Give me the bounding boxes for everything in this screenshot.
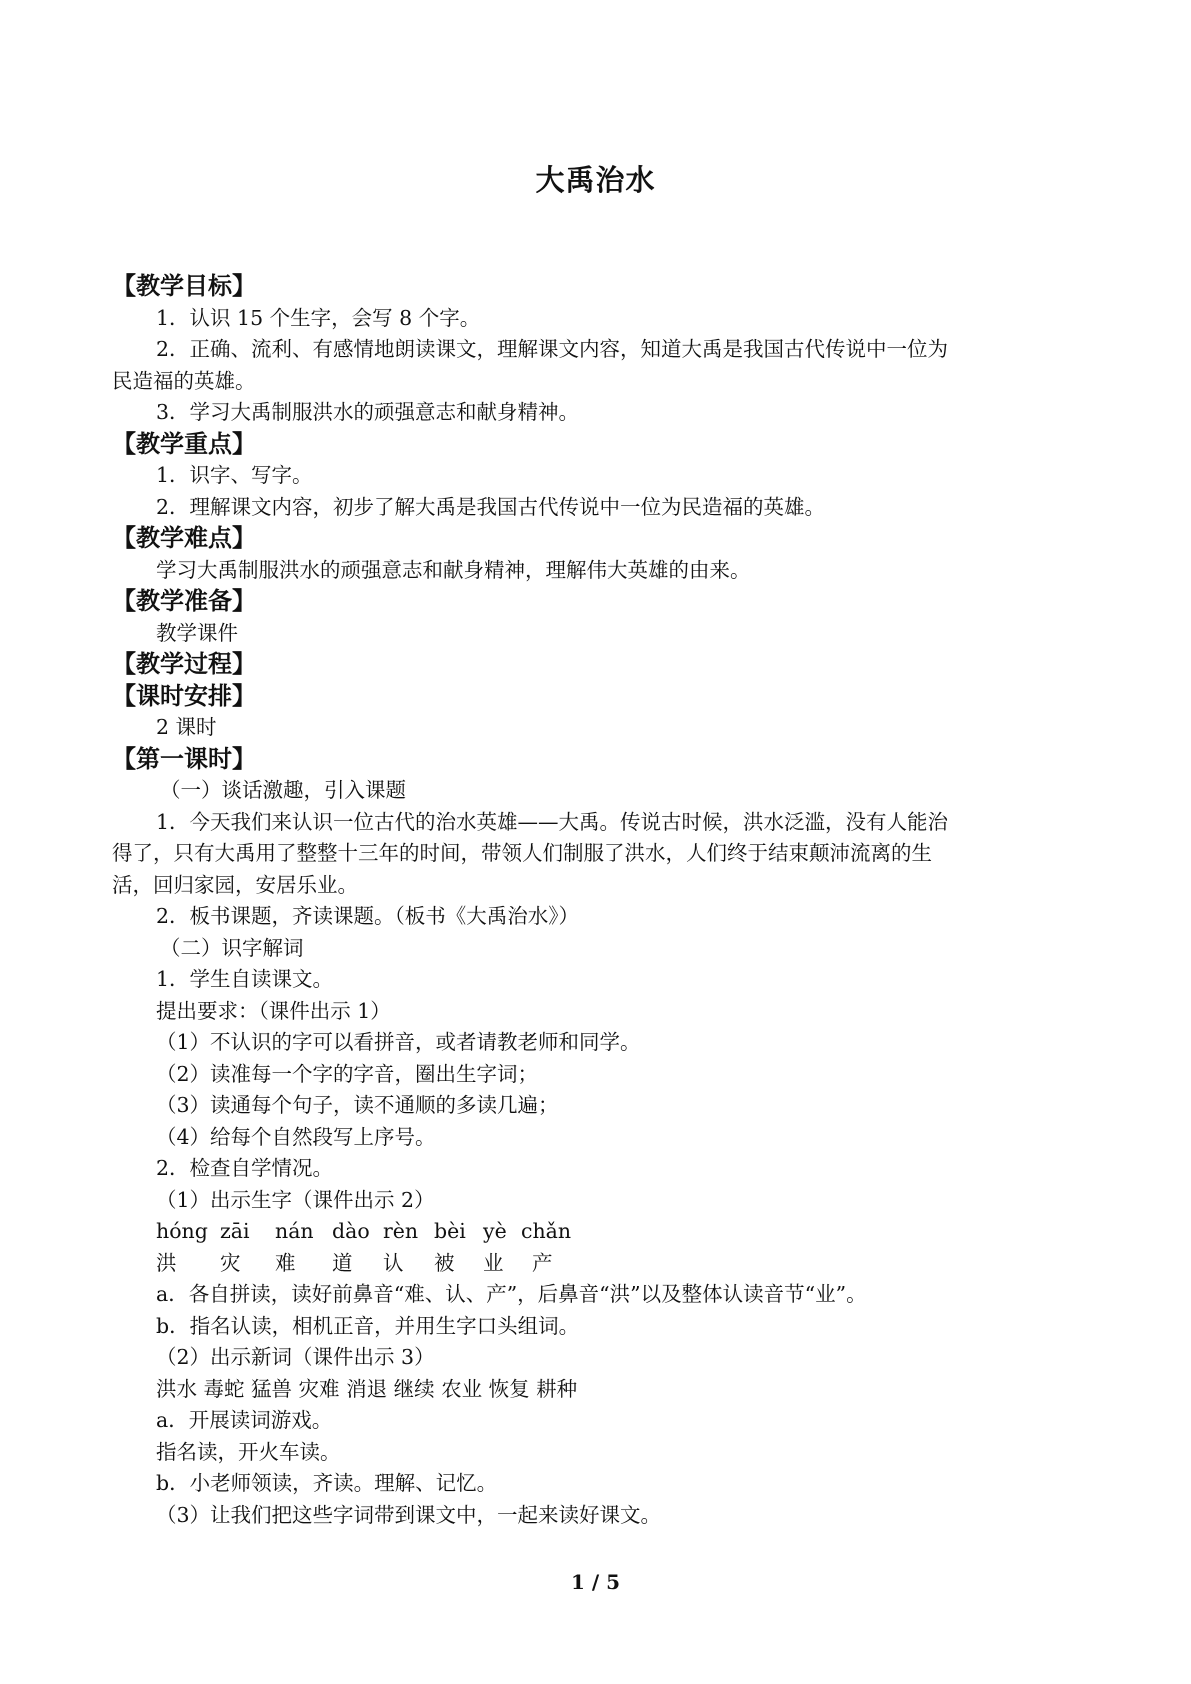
hanzi-character: 被 (434, 1250, 455, 1275)
difficulty-item: 学习大禹制服洪水的顽强意志和献身精神，理解伟大英雄的由来。 (156, 557, 751, 582)
sub-step-item: （2）出示新词（课件出示 3） (156, 1345, 435, 1369)
activity-item: b．指名认读，相机正音，并用生字口头组词。 (156, 1313, 580, 1338)
pinyin-syllable: hóng (156, 1219, 208, 1243)
vocabulary-list: 洪水 毒蛇 猛兽 灾难 消退 继续 农业 恢复 耕种 (156, 1376, 578, 1401)
goal-item: 2．正确、流利、有感情地朗读课文，理解课文内容，知道大禹是我国古代传说中一位为 (156, 337, 949, 361)
part-title: （二）识字解词 (160, 935, 304, 960)
hanzi-character: 业 (483, 1250, 504, 1275)
paragraph-continued: 得了，只有大禹用了整整十三年的时间，带领人们制服了洪水，人们终于结束颠沛流离的生 (112, 841, 932, 865)
paragraph: 1．今天我们来认识一位古代的治水英雄——大禹。传说古时候，洪水泛滥，没有人能治 (156, 809, 949, 834)
pinyin-syllable: yè (483, 1219, 507, 1243)
hanzi-character: 道 (332, 1250, 353, 1275)
hanzi-character: 产 (532, 1250, 553, 1275)
hanzi-character: 难 (275, 1250, 296, 1275)
section-heading-goals: 【教学目标】 (112, 272, 256, 300)
key-point-item: 1．识字、写字。 (156, 463, 313, 487)
goal-item: 1．认识 15 个生字，会写 8 个字。 (156, 305, 481, 330)
lesson-plan-body (112, 271, 1092, 1531)
preparation-item: 教学课件 (156, 620, 238, 645)
step-item: 2．检查自学情况。 (156, 1156, 334, 1180)
pinyin-syllable: dào (332, 1219, 370, 1243)
section-heading-difficulty: 【教学难点】 (112, 524, 256, 552)
paragraph: 2．板书课题，齐读课题。（板书《大禹治水》） (156, 904, 580, 928)
requirement-item: （1）不认识的字可以看拼音，或者请教老师和同学。 (156, 1030, 641, 1054)
pinyin-syllable: nán (275, 1219, 314, 1243)
section-heading-preparation: 【教学准备】 (112, 587, 256, 615)
schedule-item: 2 课时 (156, 715, 217, 739)
section-heading-key-points: 【教学重点】 (112, 429, 256, 458)
hanzi-character: 认 (383, 1250, 404, 1275)
section-heading-process: 【教学过程】 (112, 650, 256, 678)
requirement-item: （4）给每个自然段写上序号。 (156, 1124, 436, 1149)
pinyin-syllable: chǎn (521, 1219, 572, 1243)
step-item: 1．学生自读课文。 (156, 967, 334, 991)
hanzi-character: 灾 (220, 1250, 241, 1275)
activity-item: b．小老师领读，齐读。理解、记忆。 (156, 1471, 498, 1495)
step-item: 提出要求：（课件出示 1） (156, 998, 391, 1023)
goal-item: 3．学习大禹制服洪水的顽强意志和献身精神。 (156, 400, 580, 424)
requirement-item: （2）读准每一个字的字音，圈出生字词； (156, 1061, 539, 1086)
goal-item-continued: 民造福的英雄。 (112, 368, 256, 393)
pinyin-syllable: zāi (220, 1219, 250, 1243)
requirement-item: （3）读通每个句子，读不通顺的多读几遍； (156, 1093, 559, 1117)
activity-item: a．各自拼读，读好前鼻音“难、认、产”，后鼻音“洪”以及整体认读音节“业”。 (156, 1282, 867, 1306)
page-number: 1 / 5 (570, 1570, 621, 1594)
hanzi-character: 洪 (156, 1250, 177, 1275)
sub-step-item: （3）让我们把这些字词带到课文中，一起来读好课文。 (156, 1502, 662, 1527)
activity-item: 指名读，开火车读。 (156, 1439, 341, 1464)
pinyin-syllable: rèn (383, 1219, 419, 1243)
activity-item: a．开展读词游戏。 (156, 1408, 333, 1432)
hanzi-row (112, 1248, 1092, 1280)
part-title: （一）谈话激趣，引入课题 (160, 778, 406, 802)
sub-step-item: （1）出示生字（课件出示 2） (156, 1187, 435, 1212)
paragraph-continued: 活，回归家园，安居乐业。 (112, 872, 358, 897)
section-heading-lesson-1: 【第一课时】 (112, 744, 256, 773)
pinyin-row (112, 1216, 1092, 1248)
page-title: 大禹治水 (535, 163, 656, 197)
pinyin-syllable: bèi (434, 1219, 466, 1243)
key-point-item: 2．理解课文内容，初步了解大禹是我国古代传说中一位为民造福的英雄。 (156, 494, 826, 519)
section-heading-schedule: 【课时安排】 (112, 681, 256, 710)
